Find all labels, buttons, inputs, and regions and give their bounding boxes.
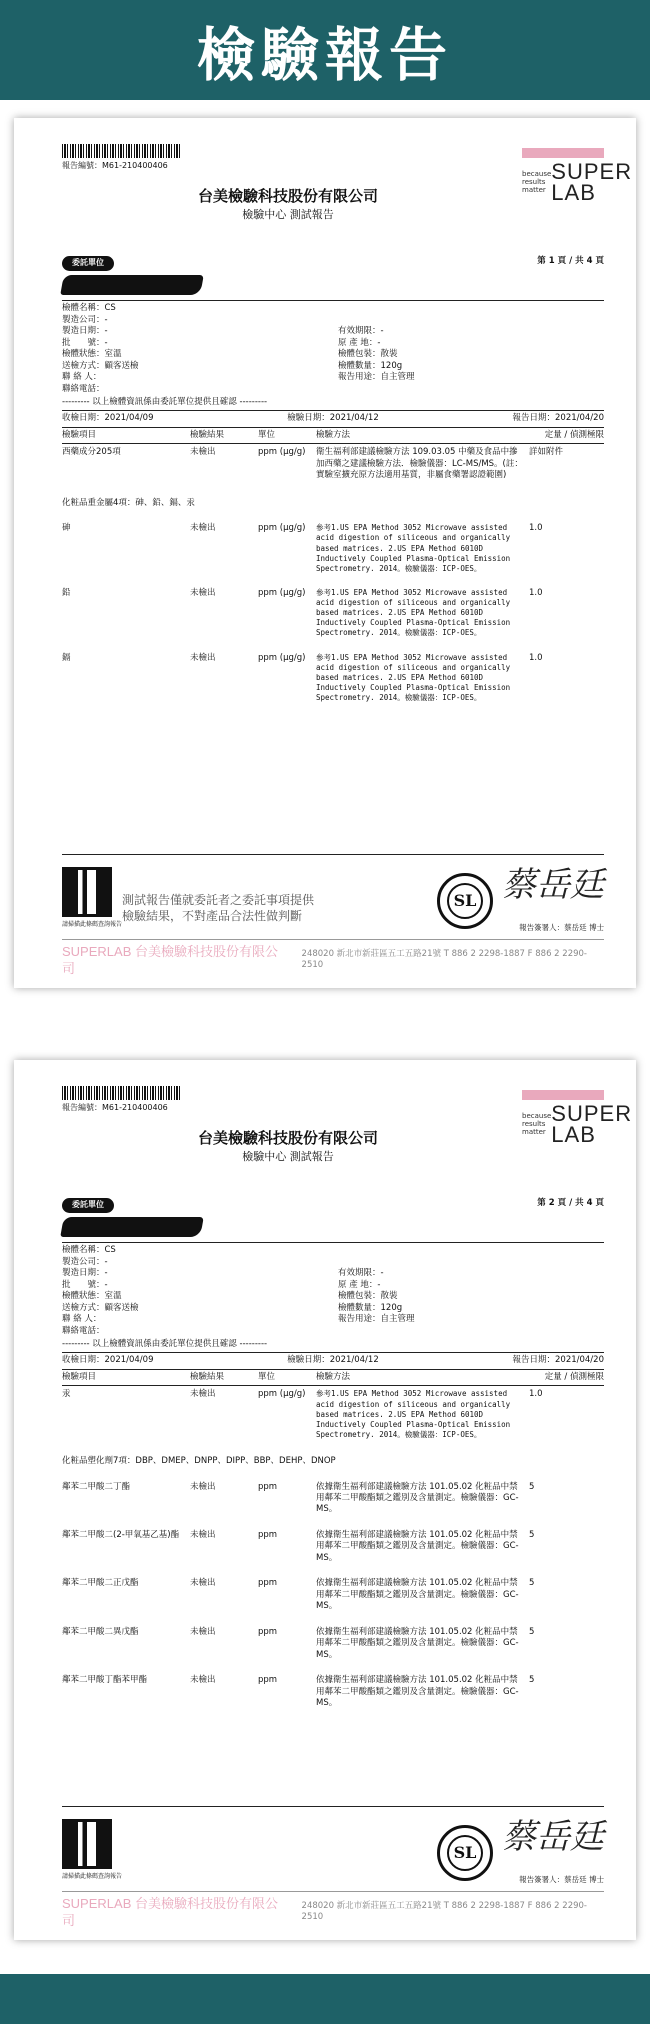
superlab-logo: because results matter SUPER LAB: [522, 148, 604, 204]
info-field: 檢體狀態：室溫: [62, 349, 122, 359]
cell-limit: 5: [529, 1626, 535, 1637]
info-field: 聯絡電話：: [62, 1325, 105, 1336]
table-row: [62, 1675, 604, 1709]
superlab-logo: because results matter SUPER LAB: [522, 1090, 604, 1146]
cell-result: 未檢出: [190, 1675, 216, 1686]
info-field: 送檢方式：顧客送檢: [62, 360, 139, 371]
group-label: 化粧品重金屬4項：砷、鉛、鎘、汞: [62, 497, 195, 508]
bottom-band: [0, 1974, 650, 2024]
cell-method: 參考1.US EPA Method 3052 Microwave assisted acid digestion of siliceous and organically based matrices. 2.US EPA Method 6010D Inductively Coupled Plasma-Optical Emission Spectrometry. 2014。檢驗儀器：ICP-OES。: [316, 1389, 511, 1439]
table-row: [62, 1627, 604, 1661]
cell-method: 參考1.US EPA Method 3052 Microwave assisted acid digestion of siliceous and organically based matrices. 2.US EPA Method 6010D Inductively Coupled Plasma-Optical Emission Spectrometry. 2014。檢驗儀器：ICP-OES。: [316, 523, 511, 573]
report-subtitle: 檢驗中心 測試報告: [242, 208, 334, 221]
report-page: [14, 118, 636, 988]
cell-limit: 1.0: [529, 652, 543, 663]
info-field: 聯絡電話：: [62, 383, 105, 394]
info-field: 批 號：-: [62, 337, 108, 348]
sample-info: [62, 1242, 604, 1337]
result-rows-group: [62, 1482, 604, 1710]
barcode-icon: [62, 1086, 182, 1100]
company-name: 台美檢驗科技股份有限公司: [197, 187, 378, 205]
cell-result: 未檢出: [190, 1481, 216, 1492]
report-stage: [0, 100, 650, 1974]
address: 248020 新北市新莊區五工五路21號 T 886 2 2298-1887 F 886 2 2290-2510: [301, 1900, 587, 1923]
table-row: [62, 1530, 604, 1564]
brand-name: SUPERLAB 台美檢驗科技股份有限公司: [62, 1895, 278, 1929]
page-info: 第 2 頁 / 共 4 頁: [537, 1198, 604, 1208]
test-date: 檢驗日期：2021/04/12: [287, 1355, 379, 1366]
report-date: 報告日期：2021/04/20: [512, 413, 604, 424]
banner-title: 檢驗報告: [196, 21, 453, 89]
table-row: [62, 1578, 604, 1612]
info-field: 聯 絡 人：: [62, 1314, 102, 1324]
info-field: [338, 1257, 604, 1269]
info-field: 聯 絡 人：: [62, 372, 102, 382]
cell-method: 參考1.US EPA Method 3052 Microwave assisted acid digestion of siliceous and organically based matrices. 2.US EPA Method 6010D Inductively Coupled Plasma-Optical Emission Spectrometry. 2014。檢驗儀器：ICP-OES。: [316, 652, 511, 703]
report-page: [14, 1060, 636, 1940]
date-row: [62, 410, 604, 427]
cell-item: 砷: [62, 523, 71, 534]
cell-limit: 詳如附件: [529, 447, 564, 458]
cell-unit: ppm: [258, 1529, 278, 1540]
client-section: [62, 256, 604, 296]
cell-item: 鉛: [62, 587, 71, 598]
cell-result: 未檢出: [190, 523, 216, 534]
info-field: [338, 1326, 604, 1338]
seal-icon: SL: [437, 1825, 493, 1881]
info-field: 有效期限：-: [338, 1268, 384, 1278]
cell-result: 未檢出: [190, 652, 216, 663]
cell-unit: ppm (μg/g): [258, 523, 306, 534]
info-field: 製造日期：-: [62, 1268, 108, 1278]
seal-icon: SL: [437, 873, 493, 929]
received-date: 收檢日期：2021/04/09: [62, 413, 154, 424]
cell-item: 西藥成分205項: [62, 447, 121, 458]
table-row: [62, 588, 604, 639]
info-field: 報告用途：自主管理: [338, 1314, 415, 1324]
client-tag: 委託單位: [62, 256, 114, 271]
qr-caption: 請掃描此條碼查詢報告: [62, 1872, 123, 1880]
group-label: 化粧品塑化劑7項：DBP、DMEP、DNPP、DIPP、BBP、DEHP、DNOP: [62, 1456, 336, 1467]
info-field: 檢體包裝：散裝: [338, 349, 398, 359]
cell-unit: ppm: [258, 1675, 278, 1686]
sample-info: [62, 300, 604, 395]
cell-item: 鎘: [62, 652, 71, 663]
report-header: [62, 144, 633, 256]
cell-method: 依據衛生福利部建議檢驗方法 101.05.02 化粧品中禁用鄰苯二甲酸酯類之鑑別及含量測定。檢驗儀器：GC-MS。: [316, 1578, 519, 1612]
contact-line: [62, 939, 604, 978]
info-field: 檢體名稱：CS: [62, 303, 116, 313]
contact-line: [62, 1891, 604, 1930]
cell-result: 未檢出: [190, 587, 216, 598]
table-row: [62, 653, 604, 704]
date-row: [62, 1352, 604, 1369]
cell-unit: ppm (μg/g): [258, 652, 306, 663]
report-footer: [62, 1806, 604, 1930]
info-field: 送檢方式：顧客送檢: [62, 1302, 139, 1313]
info-field: 有效期限：-: [338, 326, 384, 336]
table-header: 檢驗項目 檢驗結果 單位 檢驗方法 定量 / 偵測極限: [62, 1370, 604, 1386]
info-field: [338, 1245, 604, 1257]
signer: 報告簽署人：蔡岳廷 博士: [519, 922, 604, 932]
cell-unit: ppm: [258, 1626, 278, 1637]
brand-name: SUPERLAB 台美檢驗科技股份有限公司: [62, 943, 278, 977]
report-number: 報告編號：M61-210400406: [62, 1103, 168, 1112]
redacted-client: [60, 275, 204, 295]
info-field: [338, 384, 604, 396]
cell-unit: ppm: [258, 1578, 278, 1589]
info-field: 製造公司：-: [62, 314, 108, 325]
qr-code-icon: [62, 1819, 112, 1869]
report-number: 報告編號：M61-210400406: [62, 161, 168, 170]
report-subtitle: 檢驗中心 測試報告: [242, 1150, 334, 1163]
info-field: 檢體包裝：散裝: [338, 1291, 398, 1301]
cell-item: 鄰苯二甲酸二丁酯: [62, 1481, 131, 1492]
redacted-client: [60, 1217, 204, 1237]
result-rows-group: [62, 523, 604, 703]
info-field: [338, 303, 604, 315]
page-info: 第 1 頁 / 共 4 頁: [537, 256, 604, 266]
cell-limit: 1.0: [529, 523, 543, 534]
cell-unit: ppm (μg/g): [258, 1389, 306, 1400]
result-rows: [62, 447, 604, 481]
info-field: 檢體狀態：室溫: [62, 1291, 122, 1301]
table-row: [62, 523, 604, 574]
cell-method: 依據衛生福利部建議檢驗方法 101.05.02 化粧品中禁用鄰苯二甲酸酯類之鑑別及含量測定。檢驗儀器：GC-MS。: [316, 1529, 519, 1563]
client-section: [62, 1198, 604, 1238]
result-rows: [62, 1389, 604, 1440]
table-row: [62, 447, 604, 481]
report-footer: [62, 854, 604, 978]
cell-item: 鄰苯二甲酸二(2-甲氧基乙基)酯: [62, 1529, 180, 1540]
client-tag: 委託單位: [62, 1198, 114, 1213]
info-field: 檢體名稱：CS: [62, 1245, 116, 1255]
info-field: 製造日期：-: [62, 326, 108, 336]
test-date: 檢驗日期：2021/04/12: [287, 413, 379, 424]
signature: 蔡岳廷: [502, 1816, 604, 1857]
signature: 蔡岳廷: [502, 864, 604, 905]
cell-result: 未檢出: [190, 1578, 216, 1589]
info-field: 批 號：-: [62, 1279, 108, 1290]
cell-result: 未檢出: [190, 447, 216, 458]
cell-result: 未檢出: [190, 1626, 216, 1637]
cell-method: 依據衛生福利部建議檢驗方法 101.05.02 化粧品中禁用鄰苯二甲酸酯類之鑑別及含量測定。檢驗儀器：GC-MS。: [316, 1626, 519, 1660]
cell-limit: 5: [529, 1578, 535, 1589]
info-field: 原 產 地：-: [338, 337, 381, 348]
cell-method: 依據衛生福利部建議檢驗方法 101.05.02 化粧品中禁用鄰苯二甲酸酯類之鑑別及含量測定。檢驗儀器：GC-MS。: [316, 1675, 519, 1709]
report-header: [62, 1086, 633, 1198]
company-name: 台美檢驗科技股份有限公司: [197, 1129, 378, 1147]
cell-limit: 1.0: [529, 587, 543, 598]
qr-code-icon: [62, 867, 112, 917]
cell-limit: 5: [529, 1529, 535, 1540]
table-row: [62, 1482, 604, 1516]
cell-item: 汞: [62, 1389, 71, 1400]
cell-result: 未檢出: [190, 1529, 216, 1540]
info-note: --------- 以上檢體資訊係由委託單位提供且確認 ---------: [62, 1339, 268, 1349]
cell-unit: ppm (μg/g): [258, 587, 306, 598]
cell-method: 衛生福利部建議檢驗方法 109.03.05 中藥及食品中摻加西藥之建議檢驗方法．檢驗儀器：LC-MS/MS。(註：實驗室擴充原方法適用基質，非屬食藥署認證範圍): [316, 447, 523, 481]
barcode-icon: [62, 144, 182, 158]
page-banner: [0, 0, 650, 100]
cell-item: 鄰苯二甲酸二正戊酯: [62, 1578, 139, 1589]
disclaimer: 測試報告僅就委託者之委託事項提供 檢驗結果，不對產品合法性做判斷: [122, 892, 315, 923]
signer: 報告簽署人：蔡岳廷 博士: [519, 1874, 604, 1884]
cell-item: 鄰苯二甲酸二異戊酯: [62, 1626, 139, 1637]
cell-unit: ppm (μg/g): [258, 447, 306, 458]
qr-caption: 請掃描此條碼查詢報告: [62, 920, 123, 928]
table-header: 檢驗項目 檢驗結果 單位 檢驗方法 定量 / 偵測極限: [62, 428, 604, 444]
cell-unit: ppm: [258, 1481, 278, 1492]
info-field: 檢體數量：120g: [338, 360, 403, 371]
info-field: 檢體數量：120g: [338, 1302, 403, 1313]
cell-limit: 5: [529, 1481, 535, 1492]
table-row: [62, 1389, 604, 1440]
info-note: --------- 以上檢體資訊係由委託單位提供且確認 ---------: [62, 397, 268, 407]
received-date: 收檢日期：2021/04/09: [62, 1355, 154, 1366]
report-date: 報告日期：2021/04/20: [512, 1355, 604, 1366]
cell-item: 鄰苯二甲酸丁酯苯甲酯: [62, 1675, 148, 1686]
address: 248020 新北市新莊區五工五路21號 T 886 2 2298-1887 F 886 2 2290-2510: [301, 948, 587, 971]
cell-method: 依據衛生福利部建議檢驗方法 101.05.02 化粧品中禁用鄰苯二甲酸酯類之鑑別及含量測定。檢驗儀器：GC-MS。: [316, 1481, 519, 1515]
info-field: 製造公司：-: [62, 1256, 108, 1267]
cell-result: 未檢出: [190, 1389, 216, 1400]
cell-method: 參考1.US EPA Method 3052 Microwave assisted acid digestion of siliceous and organically based matrices. 2.US EPA Method 6010D Inductively Coupled Plasma-Optical Emission Spectrometry. 2014。檢驗儀器：ICP-OES。: [316, 587, 511, 638]
cell-limit: 5: [529, 1675, 535, 1686]
info-field: 報告用途：自主管理: [338, 372, 415, 382]
info-field: [338, 315, 604, 327]
cell-limit: 1.0: [529, 1389, 543, 1400]
info-field: 原 產 地：-: [338, 1279, 381, 1290]
